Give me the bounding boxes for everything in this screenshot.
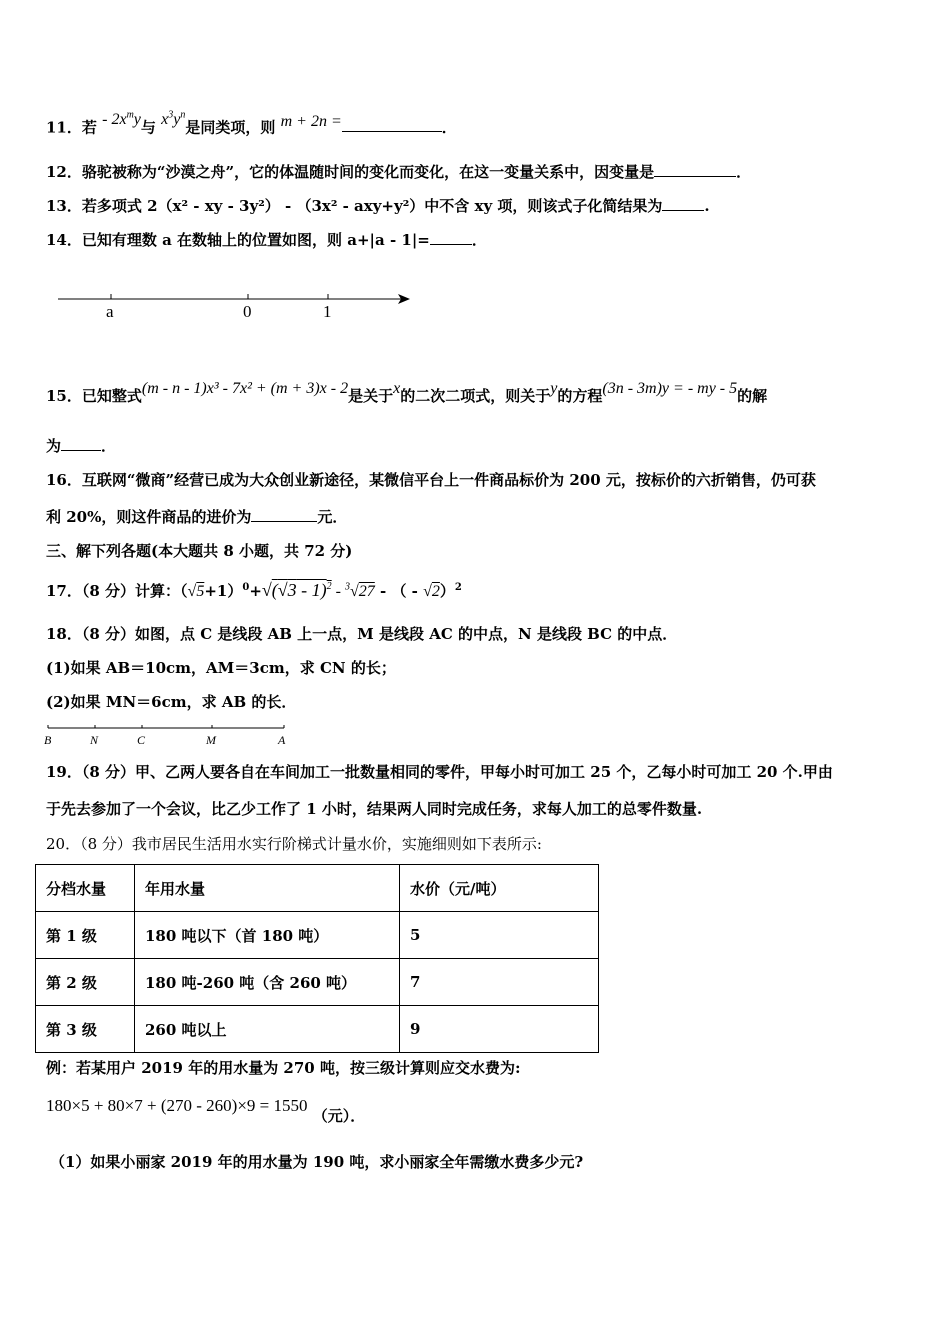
question-20: 20．（8 分）我市居民生活用水实行阶梯式计量水价，实施细则如下表所示: — [46, 835, 542, 853]
label-1: 1 — [323, 302, 332, 321]
segment-figure — [40, 722, 300, 748]
table-cell: 第 3 级 — [36, 1006, 135, 1053]
table-row — [36, 959, 599, 1006]
label-a: a — [106, 302, 114, 321]
section-3-title: 三、解下列各题(本大题共 8 小题，共 72 分) — [46, 542, 353, 560]
sqrt-expression: √(√3 - 1)$^2$ — [261, 580, 332, 600]
question-16-cont: 利 20%，则这件商品的进价为 元． — [46, 508, 348, 526]
question-15: 15．已知整式(m - n - 1)x³ - 7x² + (m + 3)x - 2是关于x的二次二项式，则关于y的方程(3n - 3m)y = - my - 5的解 — [46, 380, 768, 405]
question-14: 14．已知有理数 a 在数轴上的位置如图，则 a+|a - 1|= ． — [46, 231, 487, 249]
question-18-part2: (2)如果 MN＝6cm，求 AB 的长． — [46, 693, 297, 711]
answer-blank — [430, 230, 472, 245]
answer-blank — [251, 507, 317, 522]
monomial-2: $x^3y^n$ — [161, 110, 186, 129]
table-header: 年用水量 — [135, 865, 400, 912]
table-row — [36, 912, 599, 959]
question-18: 18．（8 分）如图，点 C 是线段 AB 上一点，M 是线段 AC 的中点，N 是线段 BC 的中点． — [46, 625, 678, 643]
table-header-row — [36, 865, 599, 912]
sqrt-2: √2 — [423, 583, 440, 600]
question-12: 12．骆驼被称为“沙漠之舟”，它的体温随时间的变化而变化，在这一变量关系中，因变量是 ． — [46, 163, 752, 181]
label-C: C — [137, 733, 146, 747]
label-M: M — [206, 733, 216, 747]
table-row — [36, 1006, 599, 1053]
table-cell: 9 — [400, 1006, 599, 1053]
answer-blank — [61, 436, 101, 451]
label-A: A — [278, 733, 286, 747]
table-header: 分档水量 — [36, 865, 135, 912]
question-19: 19．（8 分）甲、乙两人要各自在车间加工一批数量相同的零件，甲每小时可加工 25 个，乙每小时可加工 20 个.甲由 — [46, 763, 833, 781]
question-17: 17．（8 分）计算：$(√5+1)^0+√(√3 - 1)^2 - ^3√27$ - （ - √2）$^2$ — [46, 580, 462, 600]
answer-blank — [654, 162, 736, 177]
answer-blank — [342, 117, 442, 132]
table-cell: 5 — [400, 912, 599, 959]
question-20-part1: （1）如果小丽家 2019 年的用水量为 190 吨，求小丽家全年需缴水费多少元? — [50, 1153, 584, 1171]
table-header: 水价（元/吨） — [400, 865, 599, 912]
cube-root-27: $^3$√27 — [345, 581, 375, 600]
answer-blank — [662, 196, 704, 211]
polynomial: (m - n - 1)x³ - 7x² + (m + 3)x - 2 — [141, 380, 349, 397]
question-19-cont: 于先去参加了一个会议，比乙少工作了 1 小时，结果两人同时完成任务，求每人加工的总零件数量. — [46, 800, 703, 818]
label-B: B — [44, 733, 52, 747]
monomial-1: - $2x^my$ — [102, 110, 141, 129]
table-cell: 第 1 级 — [36, 912, 135, 959]
number-line — [50, 285, 420, 325]
expression: m + 2n = — [280, 113, 342, 131]
table-cell: 180 吨以下（首 180 吨） — [135, 912, 400, 959]
sqrt-5: √5 — [187, 583, 205, 600]
example-formula: 180×5 + 80×7 + (270 - 260)×9 = 1550 （元）． — [46, 1096, 366, 1125]
label-0: 0 — [243, 302, 252, 321]
example-text: 例：若某用户 2019 年的用水量为 270 吨，按三级计算则应交水费为: — [46, 1059, 521, 1077]
question-18-part1: (1)如果 AB＝10cm，AM＝3cm，求 CN 的长； — [46, 659, 396, 677]
equation: (3n - 3m)y = - my - 5 — [602, 380, 738, 397]
question-16: 16．互联网“微商”经营已成为大众创业新途径，某微信平台上一件商品标价为 200 元，按标价的六折销售，仍可获 — [46, 471, 816, 489]
water-price-table — [35, 864, 599, 1053]
table-cell: 第 2 级 — [36, 959, 135, 1006]
table-cell: 7 — [400, 959, 599, 1006]
question-11: 11．若 - $2x^my$与 $x^3y^n$是同类项，则 m + 2n = ． — [46, 110, 457, 137]
table-cell: 180 吨-260 吨（含 260 吨） — [135, 959, 400, 1006]
label-N: N — [90, 733, 99, 747]
question-15-cont: 为 ． — [46, 437, 117, 455]
question-13: 13．若多项式 2（x² - xy - 3y²） - （3x² - axy+y²）中不含 xy 项，则该式子化简结果为 . — [46, 197, 710, 215]
table-cell: 260 吨以上 — [135, 1006, 400, 1053]
